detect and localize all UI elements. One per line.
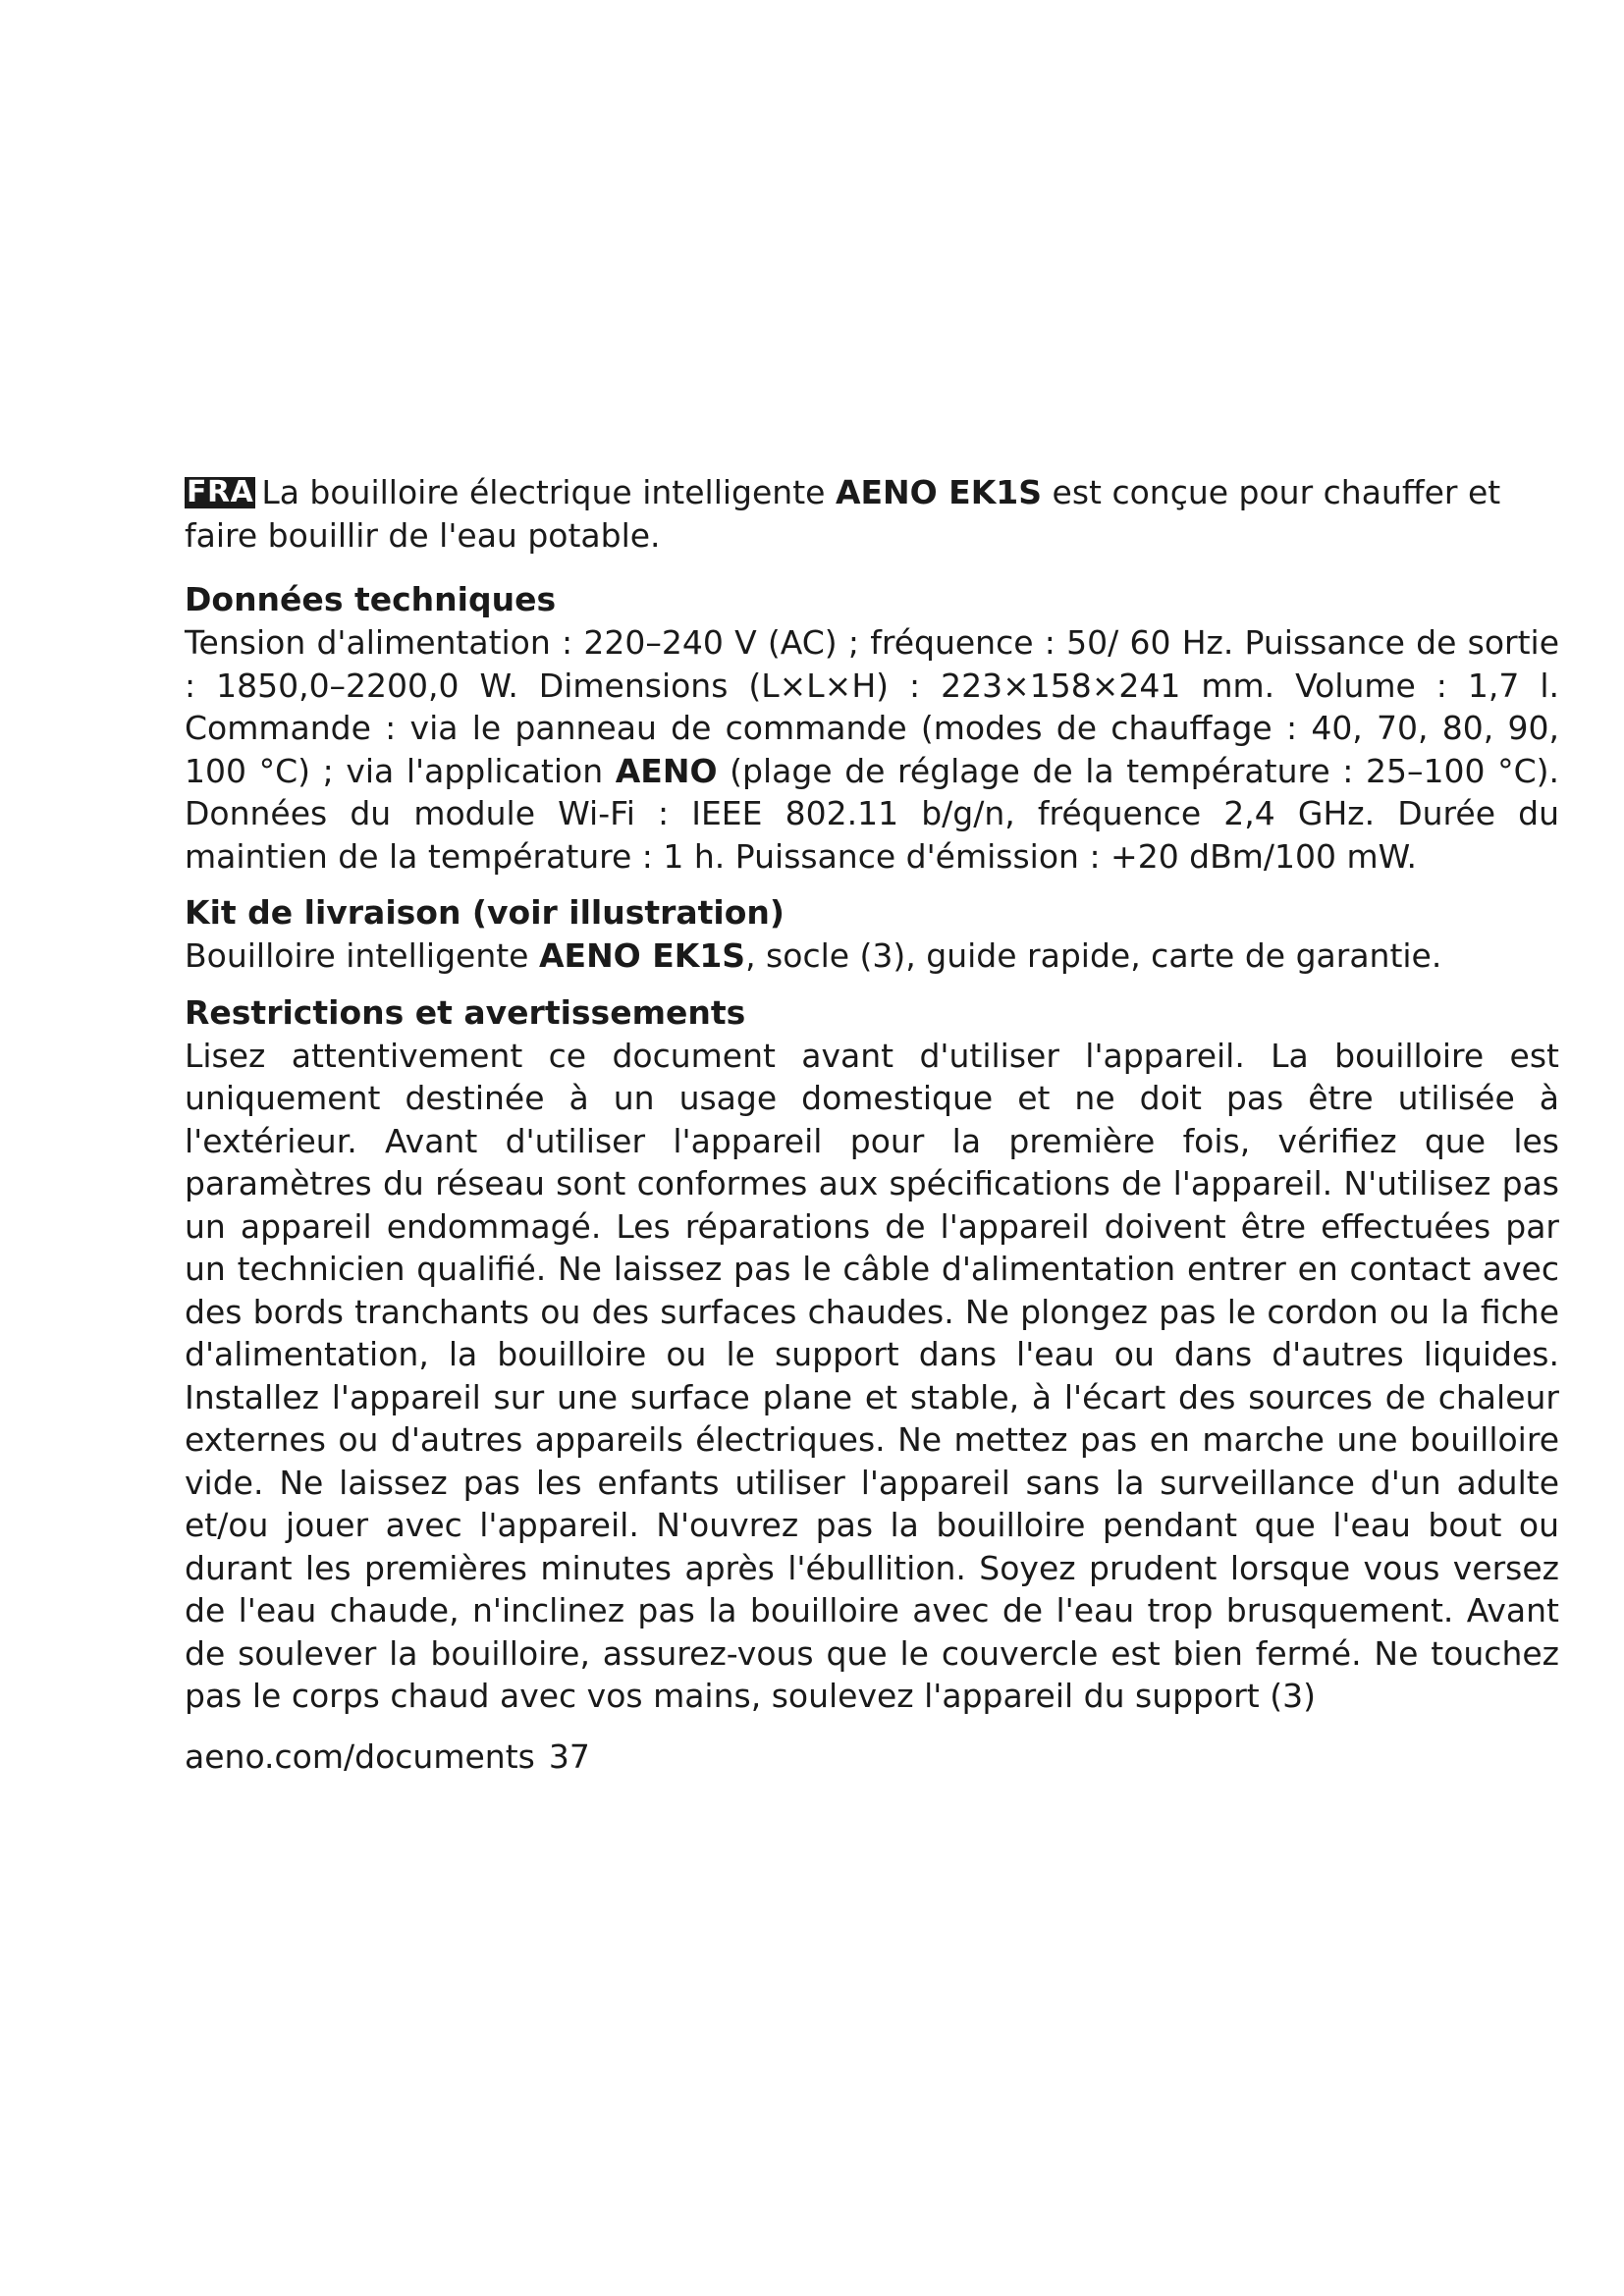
kit-text-after: , socle (3), guide rapide, carte de garantie. <box>745 936 1442 975</box>
kit-text-before: Bouilloire intelligente <box>185 936 539 975</box>
intro-text-before: La bouilloire électrique intelligente <box>261 473 836 511</box>
language-badge: FRA <box>187 475 254 509</box>
tech-brand: AENO <box>615 751 718 790</box>
kit-title: Kit de livraison (voir illustration) <box>185 893 785 932</box>
kit-paragraph <box>185 934 1559 978</box>
page-footer <box>185 1735 1559 1779</box>
tech-text-2: (plage de réglage de la température : 25–100 °C). Données du module Wi-Fi : IEEE 802.11 b/g/n, fréquence 2,4 GHz. Durée du maintien de la température : 1 h. Puissance d'émission : +20 dBm/100 mW. <box>185 751 1559 876</box>
kit-section <box>185 891 1559 978</box>
intro-product-name: AENO EK1S <box>835 473 1043 511</box>
intro-paragraph <box>185 471 1559 557</box>
footer-url: aeno.com/documents <box>185 1736 535 1776</box>
tech-paragraph <box>185 621 1559 878</box>
tech-title: Données techniques <box>185 580 557 618</box>
intro-text-after: est conçue pour chauffer et faire bouillir de l'eau potable. <box>185 473 1501 555</box>
kit-product-name: AENO EK1S <box>538 936 746 975</box>
tech-section <box>185 578 1559 878</box>
page-number: 37 <box>548 1736 590 1776</box>
tech-text-1: Tension d'alimentation : 220–240 V (AC) ; fréquence : 50/ 60 Hz. Puissance de sortie : 1850,0–2200,0 W. Dimensions (L×L×H) : 223×158×241 mm. Volume : 1,7 l. Commande : via le panneau de commande (modes de chauffage : 40, 70, 80, 90, 100 °C) ; via l'application <box>185 623 1559 790</box>
warnings-title: Restrictions et avertissements <box>185 992 746 1032</box>
warnings-section <box>185 991 1559 1718</box>
warnings-paragraph: Lisez attentivement ce document avant d'utiliser l'appareil. La bouilloire est uniquement destinée à un usage domestique et ne doit pas être utilisée à l'extérieur. Avant d'utiliser l'appareil pour la première fois, vérifiez que les paramètres du réseau sont conformes aux spécifications de l'appareil. N'utilisez pas un appareil endommagé. Les réparations de l'appareil doivent être effectuées par un technicien qualifié. Ne laissez pas le câble d'alimentation entrer en contact avec des bords tranchants ou des surfaces chaudes. Ne plongez pas le cordon ou la fiche d'alimentation, la bouilloire ou le support dans l'eau ou dans d'autres liquides. Installez l'appareil sur une surface plane et stable, à l'écart des sources de chaleur externes ou d'autres appareils électriques. Ne mettez pas en marche une bouilloire vide. Ne laissez pas les enfants utiliser l'appareil sans la surveillance d'un adulte et/ou jouer avec l'appareil. N'ouvrez pas la bouilloire pendant que l'eau bout ou durant les premières minutes après l'ébullition. Soyez prudent lorsque vous versez de l'eau chaude, n'inclinez pas la bouilloire avec de l'eau trop brusquement. Avant de soulever la bouilloire, assurez-vous que le couvercle est bien fermé. Ne touchez pas le corps chaud avec vos mains, soulevez l'appareil du support (3) <box>185 1036 1559 1715</box>
document-page <box>185 471 1559 1778</box>
